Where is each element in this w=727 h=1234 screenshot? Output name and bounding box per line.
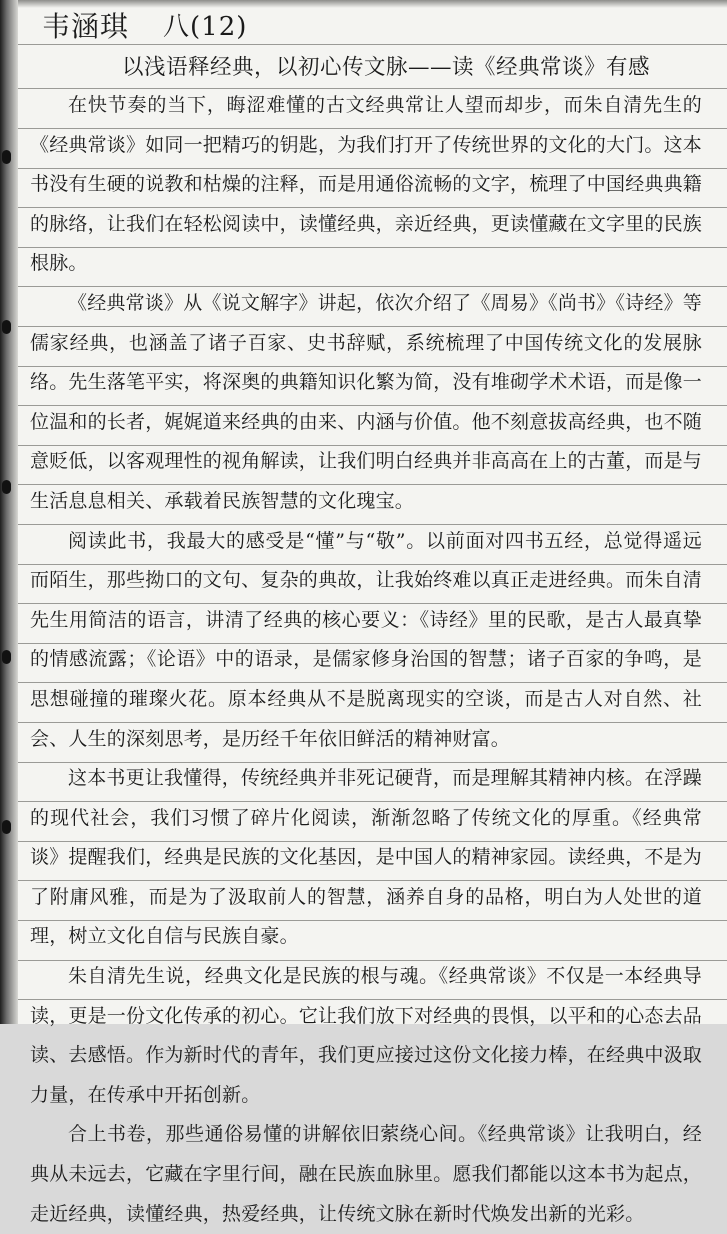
essay-paragraph: 在快节奏的当下，晦涩难懂的古文经典常让人望而却步，而朱自清先生的《经典常谈》如同一把精巧的钥匙，为我们打开了传统世界的文化的大门。这本书没有生硬的说教和枯燥的注释，而是用通俗流畅的文字，梳理了中国经典典籍的脉络，让我们在轻松阅读中，读懂经典，亲近经典，更读懂藏在文字里的民族根脉。 xyxy=(30,94,703,275)
essay-paragraph: 朱自清先生说，经典文化是民族的根与魂。《经典常谈》不仅是一本经典导读，更是一份文化传承的初心。它让我们放下对经典的畏惧，以平和的心态去品读、去感悟。作为新时代的青年，我们更应接过这份文化接力棒，在经典中汲取力量，在传承中开拓创新。 xyxy=(30,965,703,1106)
essay-paragraph: 《经典常谈》从《说文解字》讲起，依次介绍了《周易》《尚书》《诗经》等儒家经典，也涵盖了诸子百家、史书辞赋，系统梳理了中国传统文化的发展脉络。先生落笔平实，将深奥的典籍知识化繁为简，没有堆砌学术术语，而是像一位温和的长者，娓娓道来经典的由来、内涵与价值。他不刻意拔高经典，也不随意贬低，以客观理性的视角解读，让我们明白经典并非高高在上的古董，而是与生活息息相关、承载着民族智慧的文化瑰宝。 xyxy=(30,291,703,512)
essay-paragraph: 这本书更让我懂得，传统经典并非死记硬背，而是理解其精神内核。在浮躁的现代社会，我们习惯了碎片化阅读，渐渐忽略了传统文化的厚重。《经典常谈》提醒我们，经典是民族的文化基因，是中国人的精神家园。读经典，不是为了附庸风雅，而是为了汲取前人的智慧，涵养自身的品格，明白为人处世的道理，树立文化自信与民族自豪。 xyxy=(30,767,703,948)
header-line xyxy=(30,6,702,44)
essay-paragraph: 合上书卷，那些通俗易懂的讲解依旧萦绕心间。《经典常谈》让我明白，经典从未远去，它藏在字里行间，融在民族血脉里。愿我们都能以这本书为起点，走近经典，读懂经典，热爱经典，让传统文脉在新时代焕发出新的光彩。 xyxy=(30,1123,703,1225)
binding-hole xyxy=(2,650,11,664)
author-name: 韦涵琪 xyxy=(42,10,130,43)
essay-body xyxy=(30,86,702,1234)
essay-paragraph: 阅读此书，我最大的感受是“懂”与“敬”。以前面对四书五经，总觉得遥远而陌生，那些拗口的文句、复杂的典故，让我始终难以真正走进经典。而朱自清先生用简洁的语言，讲清了经典的核心要义：《诗经》里的民歌，是古人最真挚的情感流露；《论语》中的语录，是儒家修身治国的智慧；诸子百家的争鸣，是思想碰撞的璀璨火花。原本经典从不是脱离现实的空谈，而是古人对自然、社会、人生的深刻思考，是历经千年依旧鲜活的精神财富。 xyxy=(30,529,703,750)
essay xyxy=(30,6,702,1234)
binding-hole xyxy=(2,320,11,334)
binding-hole xyxy=(2,820,11,834)
binding-hole xyxy=(2,150,11,164)
binding-hole xyxy=(2,480,11,494)
class-name: 八(12) xyxy=(163,12,248,42)
essay-title: 以浅语释经典，以初心传文脉——读《经典常谈》有感 xyxy=(121,55,650,80)
